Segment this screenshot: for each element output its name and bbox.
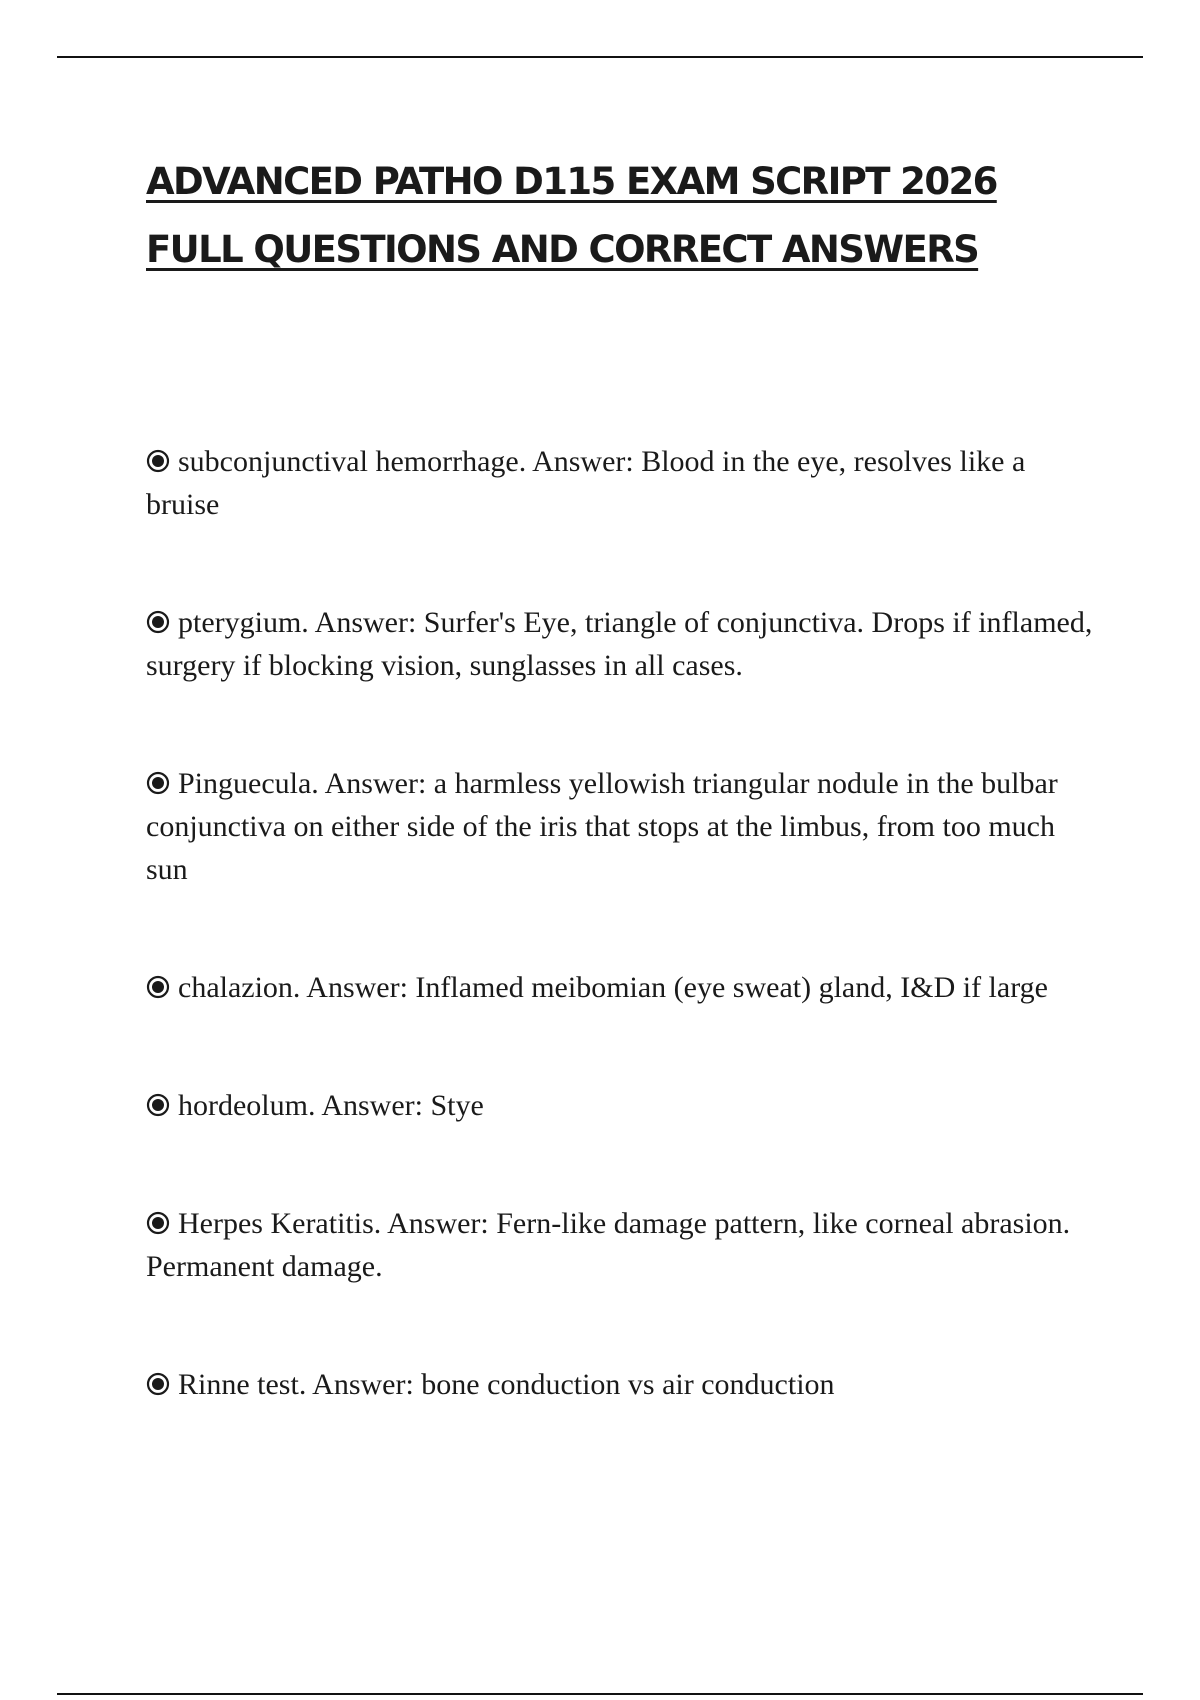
- radio-bullet-icon: [146, 610, 170, 634]
- list-item-text: Pinguecula. Answer: a harmless yellowish triangular nodule in the bulbar conjunctiva on either side of the iris that stops at the limbus, from too much sun: [146, 767, 1058, 886]
- list-item-text: Rinne test. Answer: bone conduction vs air conduction: [178, 1368, 835, 1401]
- radio-bullet-icon: [146, 975, 170, 999]
- title-line-1: ADVANCED PATHO D115 EXAM SCRIPT 2026: [146, 160, 997, 203]
- list-item: [146, 1202, 1096, 1288]
- question-answer-list: [146, 440, 1096, 1406]
- radio-bullet-icon: [146, 1211, 170, 1235]
- radio-bullet-icon: [146, 1372, 170, 1396]
- list-item: [146, 601, 1096, 687]
- document-title: [146, 148, 1066, 284]
- list-item: [146, 966, 1096, 1009]
- list-item: [146, 1363, 1096, 1406]
- list-item-text: Herpes Keratitis. Answer: Fern-like damage pattern, like corneal abrasion. Permanent damage.: [146, 1207, 1071, 1283]
- title-line-2: FULL QUESTIONS AND CORRECT ANSWERS: [146, 228, 979, 271]
- top-divider: [57, 56, 1143, 58]
- radio-bullet-icon: [146, 449, 170, 473]
- list-item-text: hordeolum. Answer: Stye: [178, 1089, 484, 1122]
- list-item: [146, 762, 1096, 891]
- bottom-divider: [57, 1693, 1143, 1695]
- list-item: [146, 440, 1096, 526]
- radio-bullet-icon: [146, 771, 170, 795]
- list-item-text: pterygium. Answer: Surfer's Eye, triangle of conjunctiva. Drops if inflamed, surgery if blocking vision, sunglasses in all cases.: [146, 606, 1093, 682]
- radio-bullet-icon: [146, 1093, 170, 1117]
- list-item: [146, 1084, 1096, 1127]
- list-item-text: chalazion. Answer: Inflamed meibomian (eye sweat) gland, I&D if large: [178, 971, 1048, 1004]
- list-item-text: subconjunctival hemorrhage. Answer: Blood in the eye, resolves like a bruise: [146, 445, 1026, 521]
